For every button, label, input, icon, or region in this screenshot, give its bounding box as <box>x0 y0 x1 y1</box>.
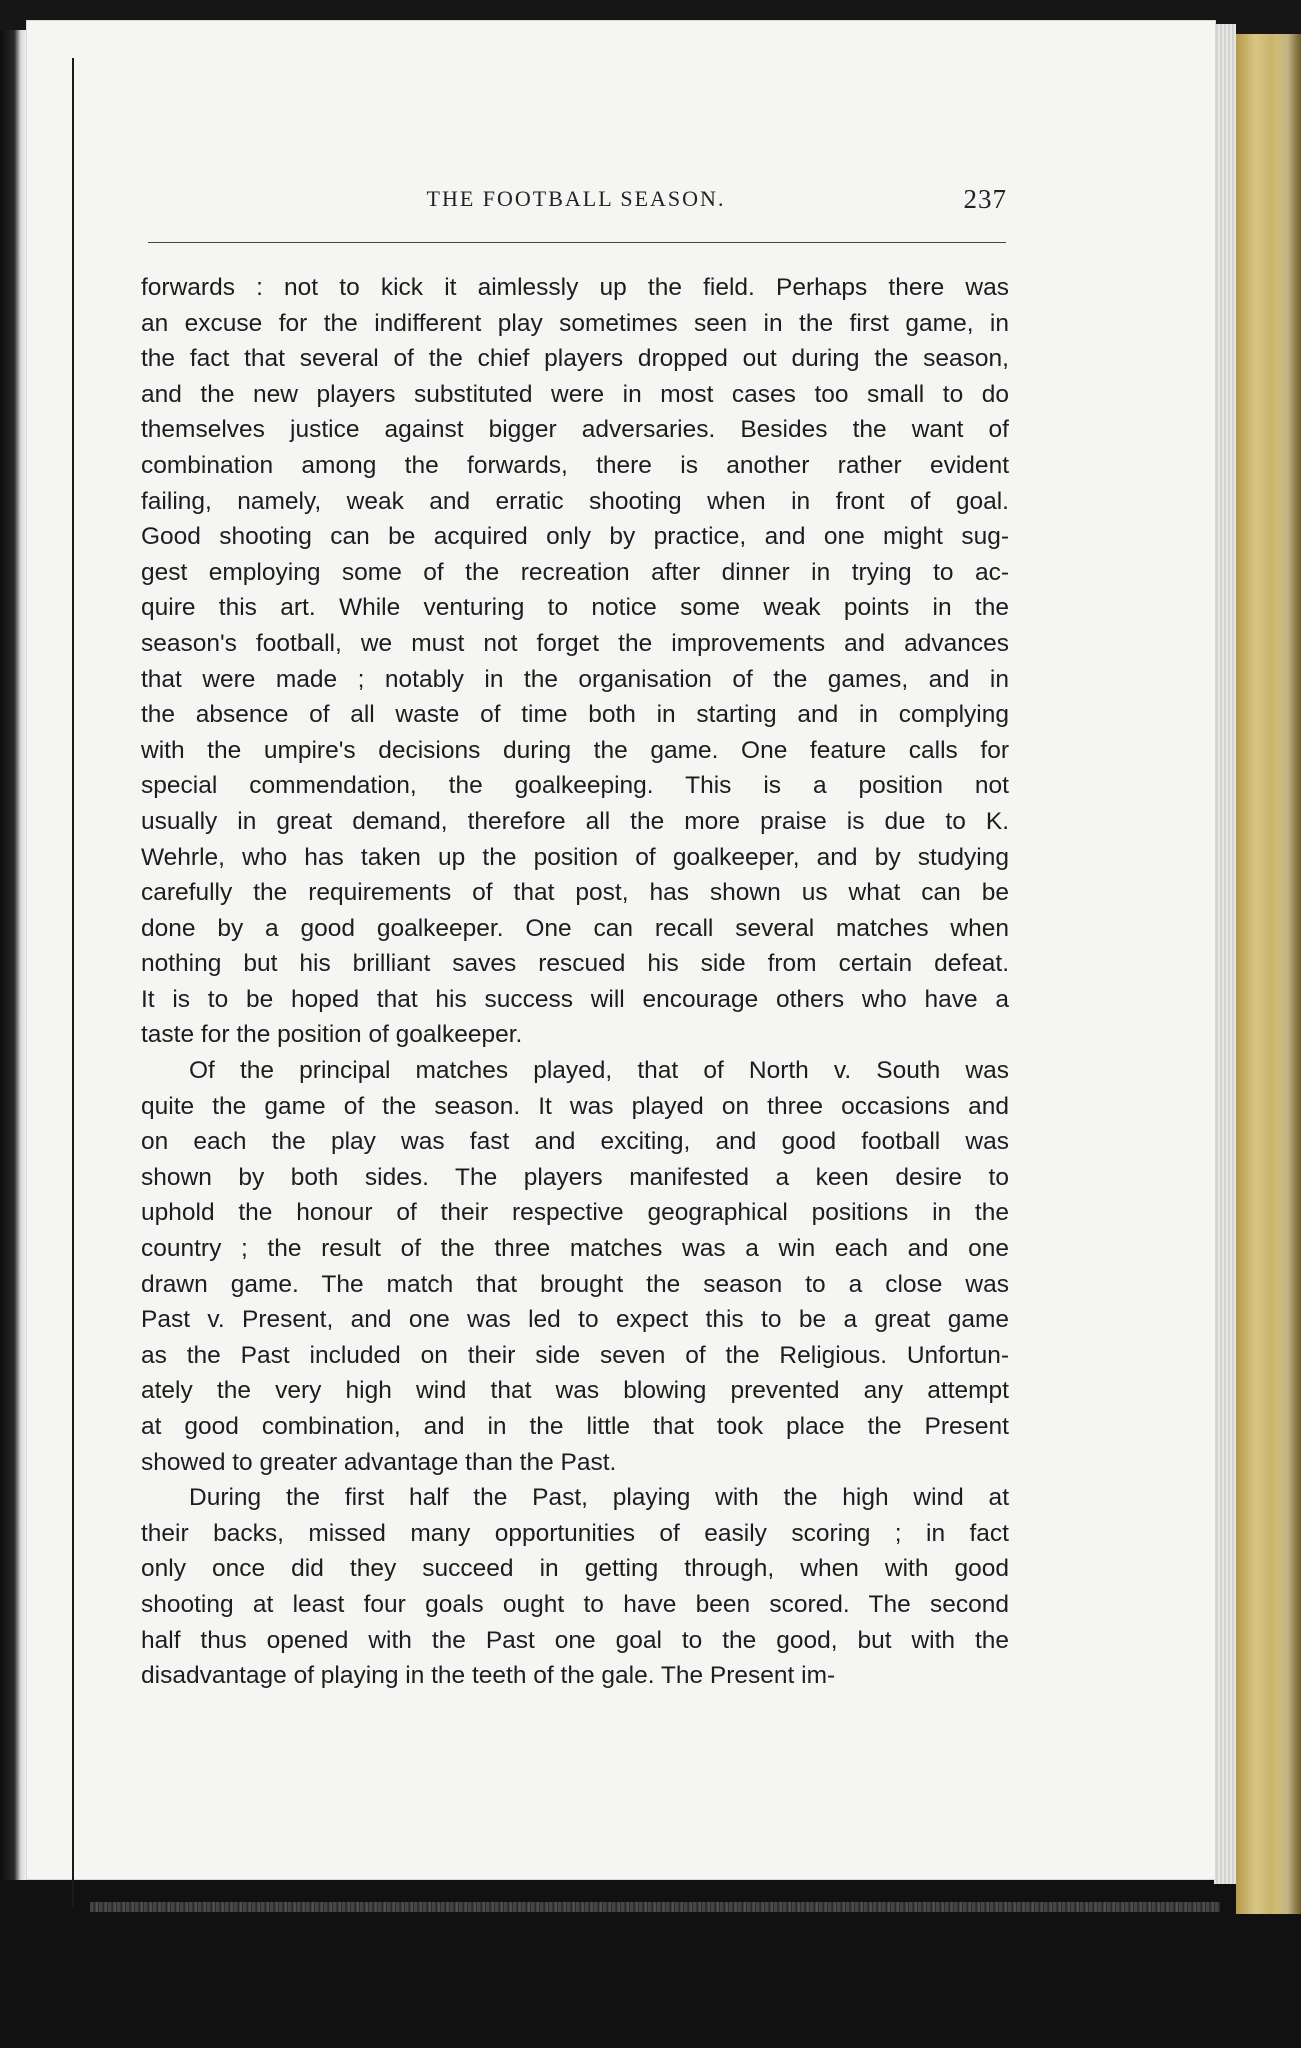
text-line: failing, namely, weak and erratic shooting when in front of goal. <box>141 487 1009 515</box>
text-line: Past v. Present, and one was led to expect this to be a great game <box>141 1306 1009 1334</box>
text-line: their backs, missed many opportunities of easily scoring ; in fact <box>141 1519 1009 1547</box>
paragraph <box>141 1053 1009 1480</box>
text-line: only once did they succeed in getting through, when with good <box>141 1555 1009 1583</box>
text-line: taste for the position of goalkeeper. <box>141 1021 523 1049</box>
running-head <box>145 186 1007 220</box>
page-stack-bottom <box>90 1902 1220 1912</box>
text-line: with the umpire's decisions during the game. One feature calls for <box>141 736 1009 764</box>
text-line: country ; the result of the three matches was a win each and one <box>141 1235 1009 1263</box>
text-line: at good combination, and in the little that took place the Present <box>141 1413 1009 1440</box>
text-line: special commendation, the goalkeeping. This is a position not <box>141 772 1009 800</box>
text-line: on each the play was fast and exciting, and good football was <box>141 1128 1009 1156</box>
paragraph <box>141 1480 1009 1694</box>
text-line: season's football, we must not forget the improvements and advances <box>141 629 1009 657</box>
page-number: 237 <box>963 184 1007 214</box>
page-stack-edge <box>1214 24 1236 1884</box>
text-line: half thus opened with the Past one goal to the good, but with the <box>141 1626 1009 1654</box>
text-line: ately the very high wind that was blowing prevented any attempt <box>141 1377 1009 1405</box>
gutter-rule <box>72 58 74 1908</box>
paragraph <box>141 270 1009 1053</box>
text-line: the absence of all waste of time both in starting and in complying <box>141 701 1009 729</box>
text-line: gest employing some of the recreation after dinner in trying to ac- <box>141 558 1009 586</box>
text-line: showed to greater advantage than the Past. <box>141 1448 617 1476</box>
text-line: shown by both sides. The players manifested a keen desire to <box>141 1163 1009 1191</box>
text-line: During the first half the Past, playing with the high wind at <box>189 1484 1009 1512</box>
text-line: forwards : not to kick it aimlessly up the field. Perhaps there was <box>141 274 1009 301</box>
text-line: that were made ; notably in the organisation of the games, and in <box>141 665 1009 693</box>
running-head-title: THE FOOTBALL SEASON. <box>426 186 726 211</box>
text-line: carefully the requirements of that post, has shown us what can be <box>141 879 1009 907</box>
header-rule <box>148 242 1006 243</box>
text-line: done by a good goalkeeper. One can recall several matches when <box>141 914 1009 942</box>
text-line: quite the game of the season. It was played on three occasions and <box>141 1092 1009 1120</box>
text-line: uphold the honour of their respective geographical positions in the <box>141 1199 1009 1227</box>
text-line: drawn game. The match that brought the season to a close was <box>141 1270 1009 1298</box>
text-line: as the Past included on their side seven of the Religious. Unfortun- <box>141 1341 1009 1369</box>
text-line: Good shooting can be acquired only by practice, and one might sug- <box>141 523 1009 551</box>
text-line: usually in great demand, therefore all the more praise is due to K. <box>141 807 1009 835</box>
body-text <box>141 270 1009 1694</box>
text-line: quire this art. While venturing to notice some weak points in the <box>141 594 1009 622</box>
text-line: Wehrle, who has taken up the position of goalkeeper, and by studying <box>141 843 1009 871</box>
text-line: nothing but his brilliant saves rescued his side from certain defeat. <box>141 950 1009 978</box>
text-line: themselves justice against bigger adversaries. Besides the want of <box>141 416 1009 444</box>
text-line: disadvantage of playing in the teeth of the gale. The Present im- <box>141 1662 836 1690</box>
text-line: combination among the forwards, there is another rather evident <box>141 451 1009 479</box>
text-line: Of the principal matches played, that of North v. South was <box>189 1057 1009 1085</box>
book-spine-shadow <box>0 30 26 1950</box>
gilt-edge-shadow <box>1276 34 1301 1914</box>
text-line: shooting at least four goals ought to have been scored. The second <box>141 1590 1009 1618</box>
text-line: an excuse for the indifferent play sometimes seen in the first game, in <box>141 309 1009 337</box>
text-line: and the new players substituted were in most cases too small to do <box>141 380 1009 408</box>
text-line: It is to be hoped that his success will encourage others who have a <box>141 985 1009 1013</box>
text-line: the fact that several of the chief players dropped out during the season, <box>141 345 1009 373</box>
